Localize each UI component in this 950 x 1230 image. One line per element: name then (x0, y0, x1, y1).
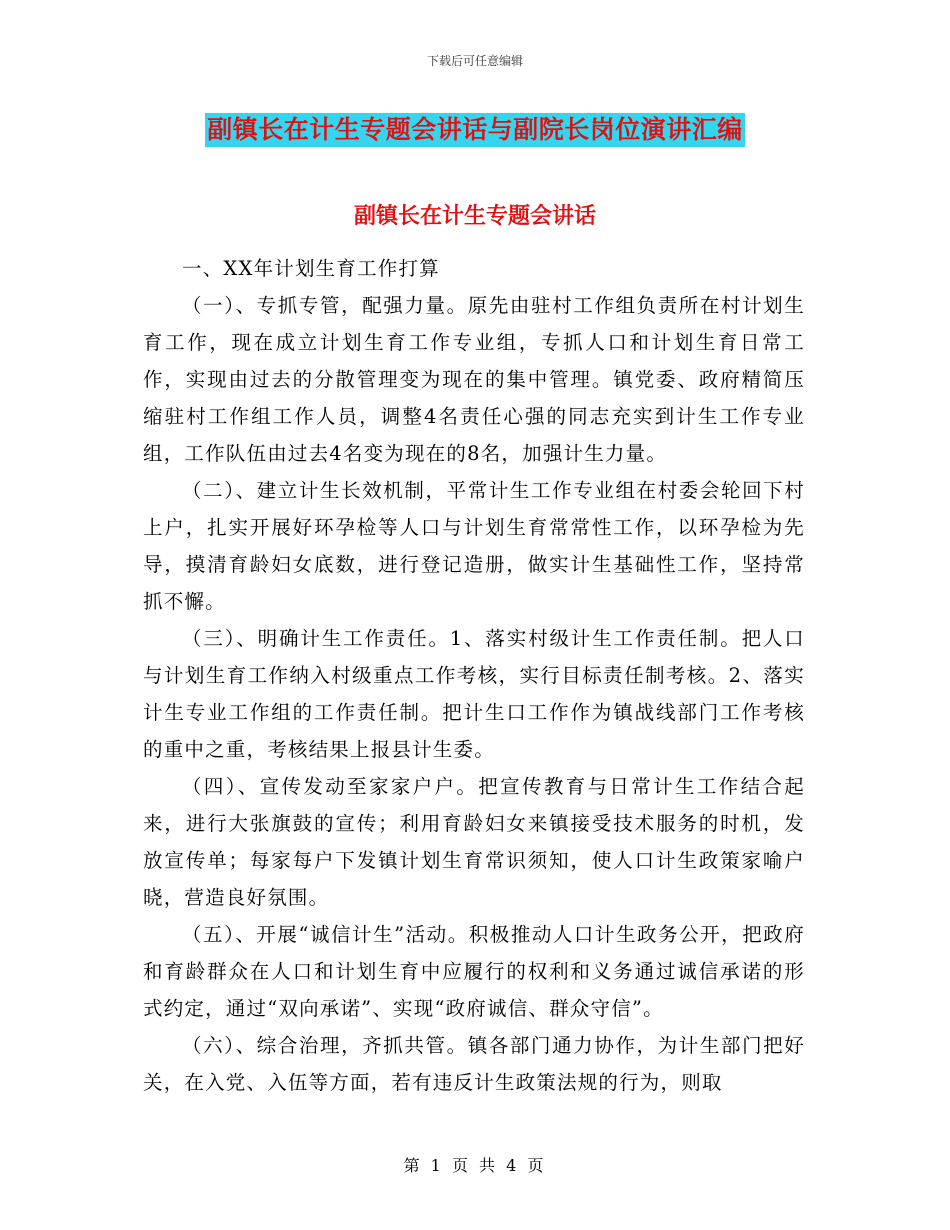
paragraph: （六）、综合治理，齐抓共管。镇各部门通力协作，为计生部门把好关，在入党、入伍等方面，若有违反计生政策法规的行为，则取 (143, 1034, 805, 1094)
paragraph: （四）、宣传发动至家家户户。把宣传教育与日常计生工作结合起来，进行大张旗鼓的宣传；利用育龄妇女来镇接受技术服务的时机，发放宣传单；每家每户下发镇计划生育常识须知，使人口计生政策家喻户晓，营造良好氛围。 (143, 775, 805, 909)
document-sub-title: 副镇长在计生专题会讲话 (353, 204, 596, 229)
document-body (143, 250, 805, 1101)
main-title-container (0, 113, 950, 147)
page-number-footer: 第 1 页 共 4 页 (403, 1156, 547, 1175)
section-heading: 一、XX年计划生育工作打算 (182, 257, 440, 280)
page-header-note: 下载后可任意编辑 (426, 54, 523, 68)
paragraph: （三）、明确计生工作责任。1、落实村级计生工作责任制。把人口与计划生育工作纳入村级重点工作考核，实行目标责任制考核。2、落实计生专业工作组的工作责任制。把计生口工作作为镇战线部门工作考核的重中之重，考核结果上报县计生委。 (143, 627, 805, 761)
paragraph: （一）、专抓专管，配强力量。原先由驻村工作组负责所在村计划生育工作，现在成立计划生育工作专业组，专抓人口和计划生育日常工作，实现由过去的分散管理变为现在的集中管理。镇党委、政府精简压缩驻村工作组工作人员，调整4名责任心强的同志充实到计生工作专业组，工作队伍由过去4名变为现在的8名，加强计生力量。 (143, 294, 805, 465)
paragraph: （二）、建立计生长效机制，平常计生工作专业组在村委会轮回下村上户，扎实开展好环孕检等人口与计划生育常常性工作，以环孕检为先导，摸清育龄妇女底数，进行登记造册，做实计生基础性工作，坚持常抓不懈。 (143, 479, 805, 613)
paragraph: （五）、开展“诚信计生”活动。积极推动人口计生政务公开，把政府和育龄群众在人口和计划生育中应履行的权利和义务通过诚信承诺的形式约定，通过“双向承诺”、实现“政府诚信、群众守信”。 (143, 923, 805, 1020)
document-main-title: 副镇长在计生专题会讲话与副院长岗位演讲汇编 (205, 113, 745, 147)
